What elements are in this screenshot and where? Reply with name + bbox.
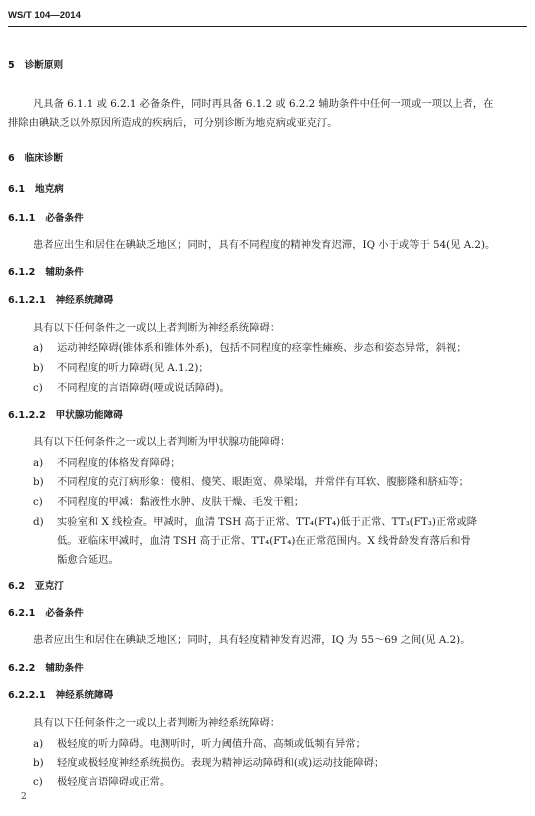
list-item-continuation: 低。亚临床甲减时，血清 TSH 高于正常、TT₄(FT₄)在正常范围内。X 线骨龄发育落后和骨 <box>57 535 471 547</box>
section-6-1-heading <box>8 183 64 197</box>
section-number: 6.2.2 <box>8 663 36 674</box>
list-item: 极轻度言语障碍或正常。 <box>57 776 171 788</box>
section-6-2-2-1-heading <box>8 689 113 703</box>
list-marker: a) <box>33 342 44 354</box>
list-marker: c) <box>33 382 43 394</box>
list-item: 不同程度的言语障碍(哑或说话障碍)。 <box>57 382 230 394</box>
list-item: 轻度或极轻度神经系统损伤。表现为精神运动障碍和(或)运动技能障碍； <box>57 757 385 769</box>
section-5-heading <box>8 59 63 73</box>
list-marker: c) <box>33 496 43 508</box>
list-item: 不同程度的克汀病形象：傻相、傻笑、眼距宽、鼻梁塌，并常伴有耳软、腹膨隆和脐疝等； <box>57 476 469 488</box>
paragraph-line: 具有以下任何条件之一或以上者判断为神经系统障碍： <box>33 322 281 334</box>
section-number: 6.1.2.2 <box>8 410 46 421</box>
section-number: 6.1.2 <box>8 267 36 278</box>
paragraph-line: 排除由碘缺乏以外原因所造成的疾病后，可分别诊断为地克病或亚克汀。 <box>8 117 338 129</box>
section-title: 神经系统障碍 <box>55 295 114 306</box>
section-title: 辅助条件 <box>45 267 84 278</box>
section-title: 辅助条件 <box>45 663 84 674</box>
section-title: 必备条件 <box>45 213 84 224</box>
section-6-1-2-1-heading <box>8 294 113 308</box>
list-item: 不同程度的体格发育障碍； <box>57 457 181 469</box>
section-number: 6.2 <box>8 581 25 592</box>
section-6-1-2-2-heading <box>8 409 123 423</box>
paragraph-line: 患者应出生和居住在碘缺乏地区；同时，具有轻度精神发育迟滞，IQ 为 55～69 之间(见 A.2)。 <box>33 634 471 646</box>
section-title: 必备条件 <box>45 608 84 619</box>
list-item: 极轻度的听力障碍。电测听时，听力阈值升高、高频或低频有异常； <box>57 738 366 750</box>
list-marker: a) <box>33 738 44 750</box>
section-number: 6.1.2.1 <box>8 295 46 306</box>
section-title: 地克病 <box>35 184 64 195</box>
paragraph-line: 具有以下任何条件之一或以上者判断为甲状腺功能障碍： <box>33 436 291 448</box>
list-item: 不同程度的甲减：黏液性水肿、皮肤干燥、毛发干粗； <box>57 496 305 508</box>
list-item: 实验室和 X 线检查。甲减时，血清 TSH 高于正常、TT₄(FT₄)低于正常、TT₃(FT₃)正常或降 <box>57 516 478 528</box>
list-marker: b) <box>33 757 44 769</box>
section-6-1-2-heading <box>8 266 84 280</box>
paragraph-line: 凡具备 6.1.1 或 6.2.1 必备条件，同时再具备 6.1.2 或 6.2.2 辅助条件中任何一项或一项以上者，在 <box>33 98 494 110</box>
section-6-2-1-heading <box>8 607 84 621</box>
list-marker: a) <box>33 457 44 469</box>
section-6-heading <box>8 152 63 166</box>
section-number: 6 <box>8 153 15 164</box>
section-number: 6.1 <box>8 184 25 195</box>
header-rule <box>8 26 527 27</box>
section-title: 临床诊断 <box>24 153 64 164</box>
document-code: WS/T 104—2014 <box>8 10 81 21</box>
paragraph-line: 具有以下任何条件之一或以上者判断为神经系统障碍： <box>33 717 281 729</box>
page-number: 2 <box>21 792 27 802</box>
list-marker: b) <box>33 476 44 488</box>
section-6-2-heading <box>8 580 64 594</box>
list-item: 运动神经障碍(锥体系和锥体外系)，包括不同程度的痉挛性瘫痪、步态和姿态异常，斜视； <box>57 342 467 354</box>
section-6-2-2-heading <box>8 662 84 676</box>
list-item: 不同程度的听力障碍(见 A.1.2)； <box>57 362 209 374</box>
list-item-continuation: 骺愈合延迟。 <box>57 554 119 566</box>
section-title: 诊断原则 <box>24 60 64 71</box>
section-number: 5 <box>8 60 15 71</box>
paragraph-line: 患者应出生和居住在碘缺乏地区；同时，具有不同程度的精神发育迟滞，IQ 小于或等于 54(见 A.2)。 <box>33 239 496 251</box>
list-marker: b) <box>33 362 44 374</box>
section-6-1-1-heading <box>8 212 84 226</box>
section-title: 神经系统障碍 <box>55 690 114 701</box>
section-number: 6.1.1 <box>8 213 36 224</box>
section-title: 亚克汀 <box>35 581 64 592</box>
section-title: 甲状腺功能障碍 <box>55 410 123 421</box>
section-number: 6.2.2.1 <box>8 690 46 701</box>
list-marker: c) <box>33 776 43 788</box>
section-number: 6.2.1 <box>8 608 36 619</box>
list-marker: d) <box>33 516 44 528</box>
